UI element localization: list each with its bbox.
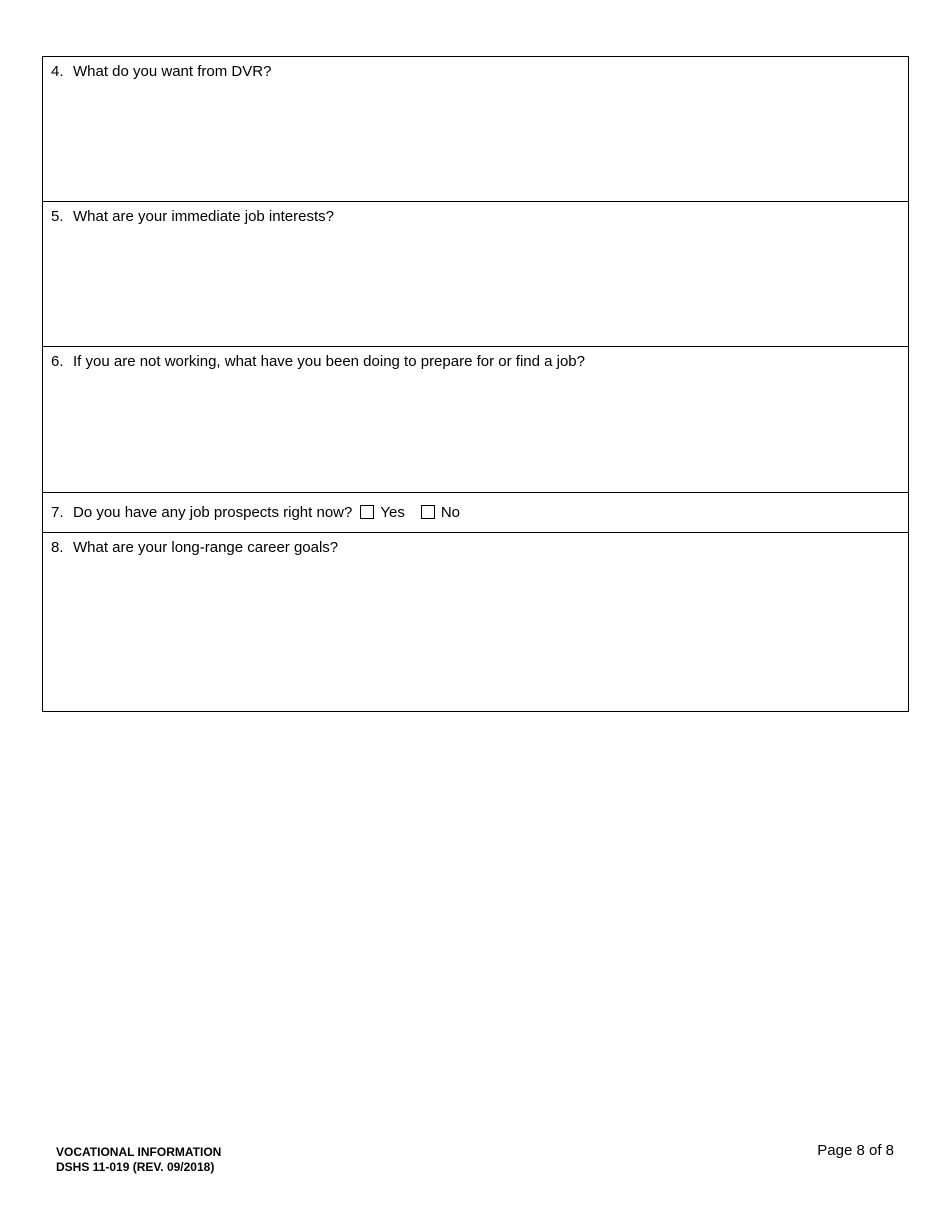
form-footer — [56, 1145, 221, 1175]
question-6-answer-field[interactable] — [51, 377, 900, 486]
yes-checkbox[interactable] — [360, 505, 374, 519]
form-title: VOCATIONAL INFORMATION — [56, 1145, 222, 1159]
question-4-answer-field[interactable] — [51, 87, 900, 195]
question-5-row — [43, 202, 908, 347]
question-6-row — [43, 347, 908, 493]
form-id: DSHS 11-019 (REV. 09/2018) — [56, 1160, 215, 1174]
question-5-label — [51, 208, 334, 225]
question-8-number: 8. — [51, 539, 64, 556]
page-number: Page 8 of 8 — [817, 1142, 894, 1159]
no-checkbox[interactable] — [421, 505, 435, 519]
question-5-text: What are your immediate job interests? — [73, 208, 334, 225]
question-5-answer-field[interactable] — [51, 232, 900, 340]
question-4-number: 4. — [51, 63, 64, 80]
question-6-label — [51, 353, 585, 370]
question-6-number: 6. — [51, 353, 64, 370]
question-8-label — [51, 539, 338, 556]
question-5-number: 5. — [51, 208, 64, 225]
yes-option-label: Yes — [380, 504, 405, 521]
question-8-row — [43, 533, 908, 711]
question-6-text: If you are not working, what have you been doing to prepare for or find a job? — [73, 353, 585, 370]
question-7-text: Do you have any job prospects right now? — [73, 504, 353, 521]
question-8-text: What are your long-range career goals? — [73, 539, 339, 556]
questionnaire-table — [42, 56, 909, 712]
no-option-label: No — [440, 504, 461, 521]
question-4-text: What do you want from DVR? — [73, 63, 272, 80]
question-7-row — [43, 493, 908, 533]
question-4-label — [51, 63, 271, 80]
question-7-number: 7. — [51, 504, 64, 521]
question-8-answer-field[interactable] — [51, 563, 900, 705]
question-4-row — [43, 57, 908, 202]
question-7-label — [51, 504, 460, 521]
